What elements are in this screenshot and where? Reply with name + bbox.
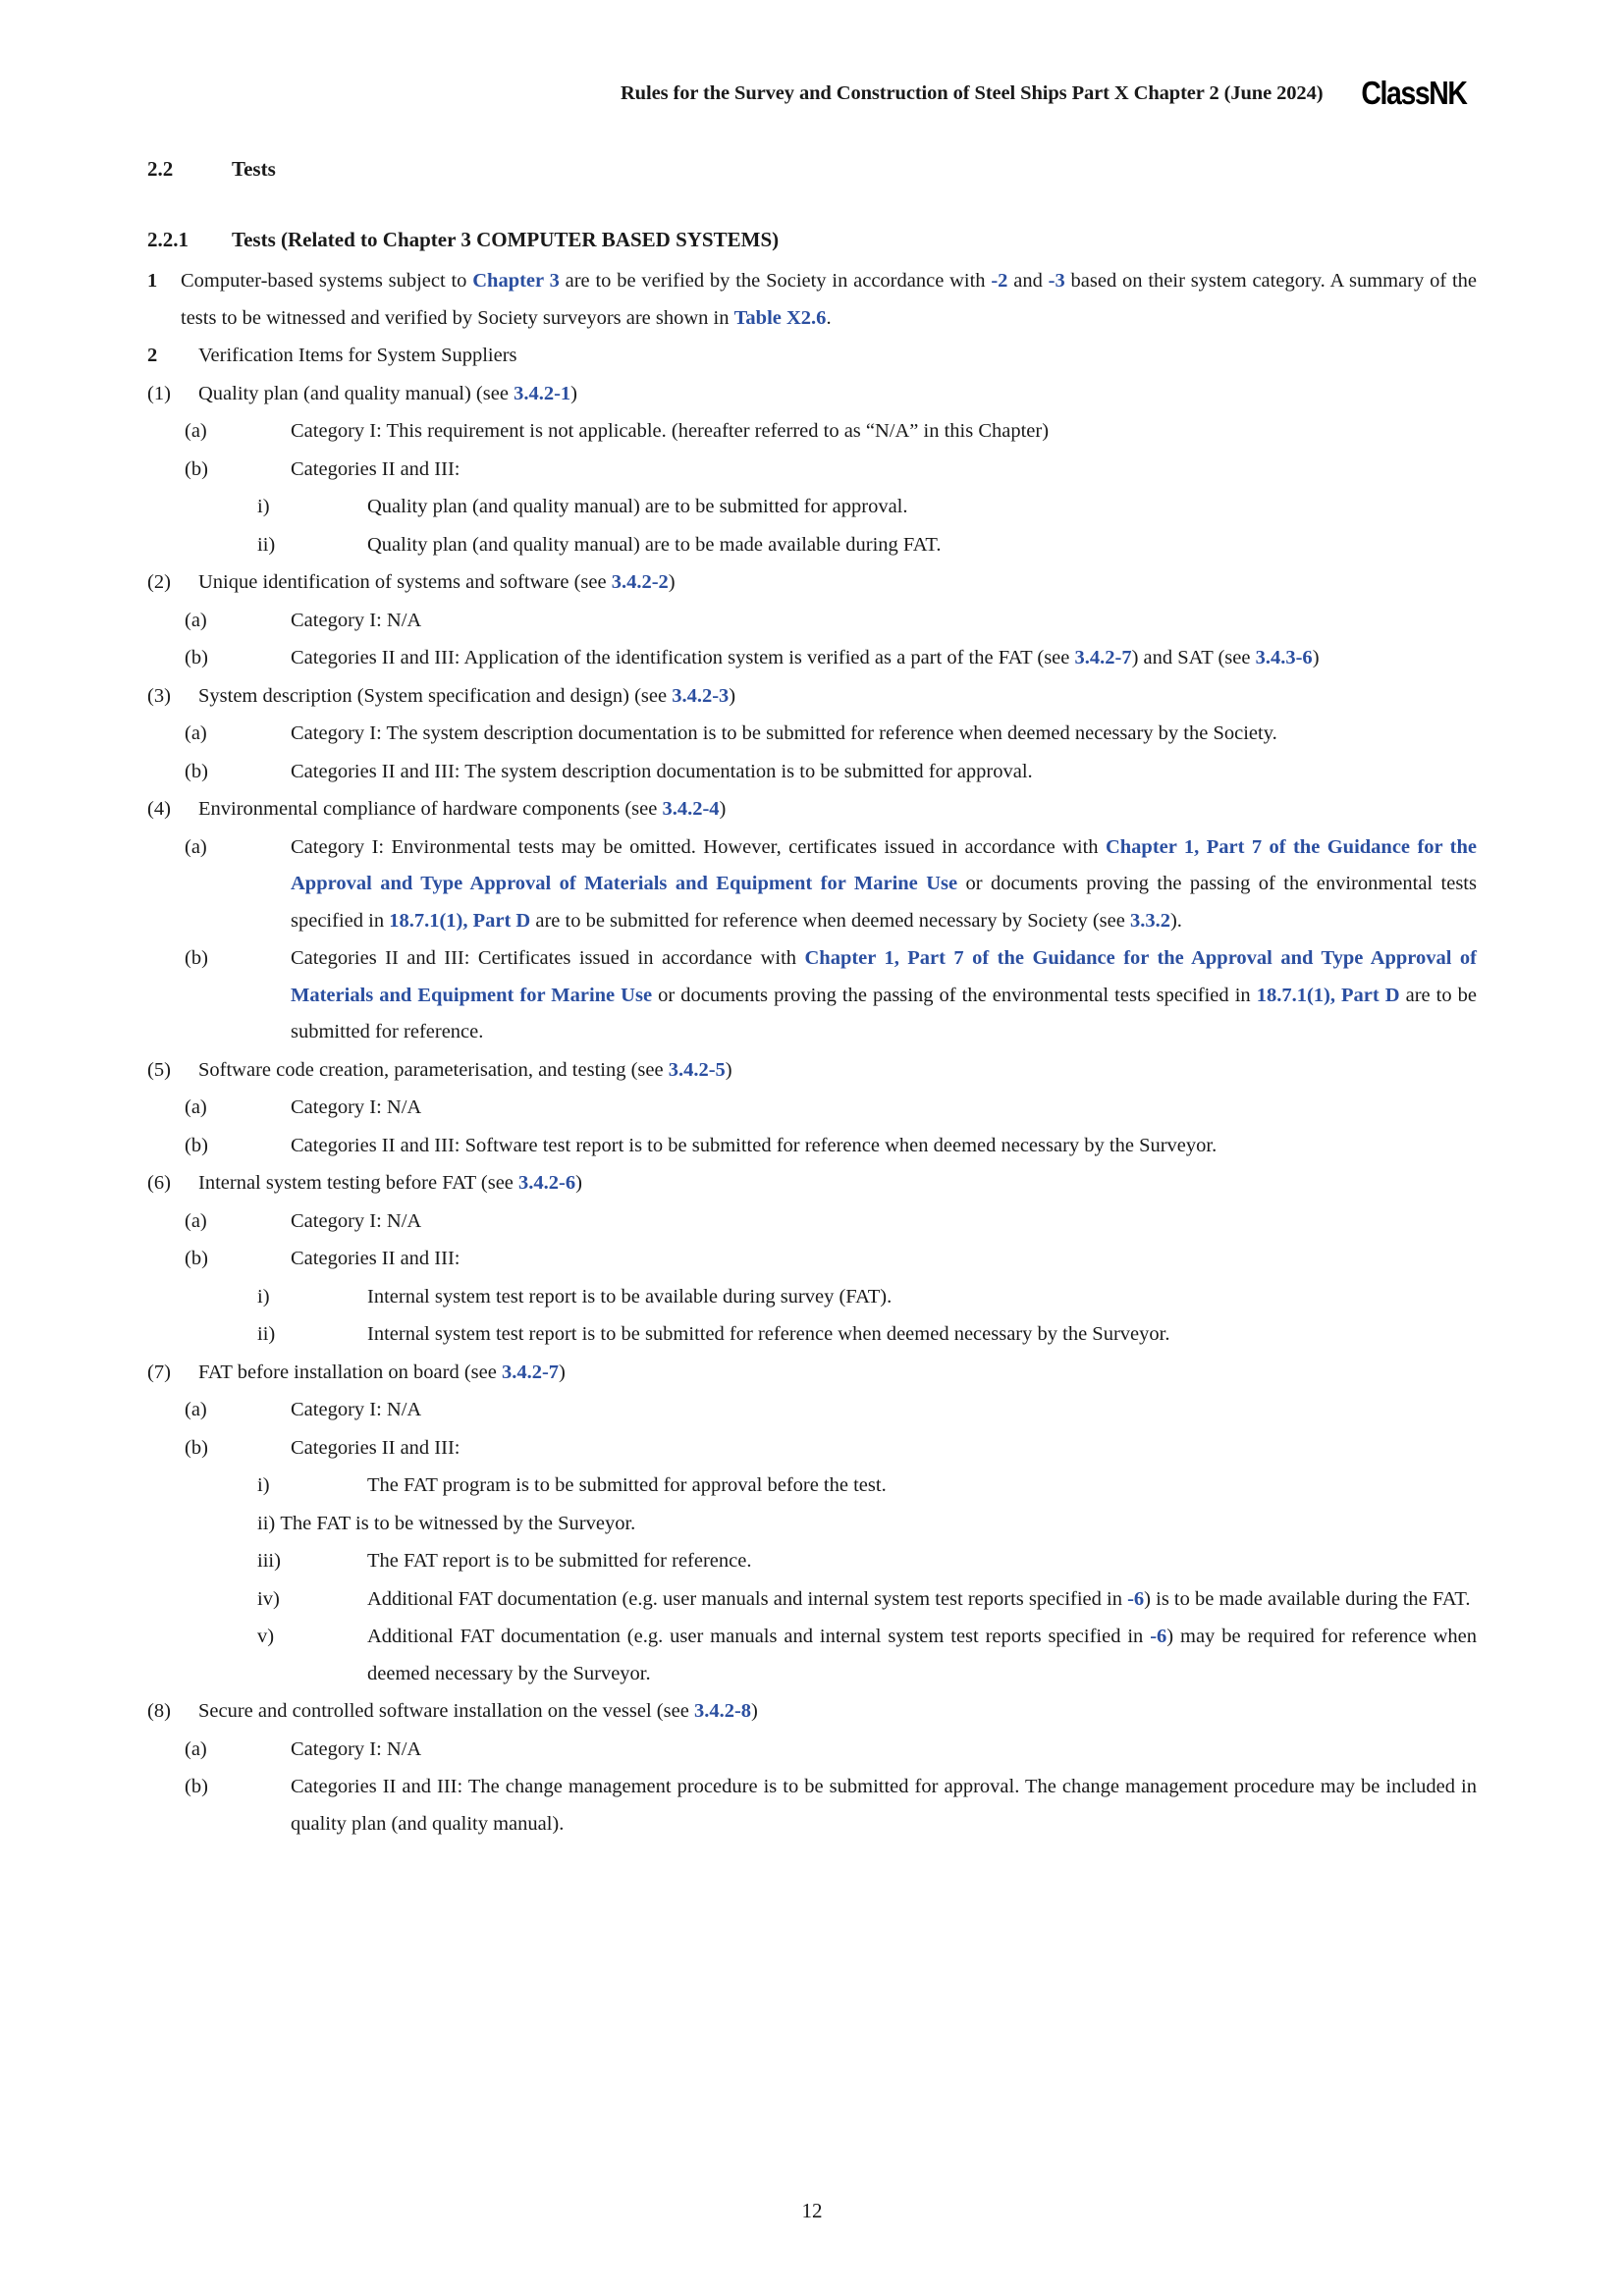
list-marker: (a) — [185, 1209, 207, 1232]
ref-3-4-2-4[interactable]: 3.4.2-4 — [662, 798, 720, 820]
list-item-body: Category I: This requirement is not applicable. (hereafter referred to as “N/A” in this Chapter) — [291, 420, 1050, 442]
list-item-body: Secure and controlled software installation on the vessel (see 3.4.2-8) — [198, 1700, 758, 1722]
list-item-5a — [185, 1090, 1477, 1127]
list-item-body: The FAT program is to be submitted for approval before the test. — [367, 1474, 887, 1496]
list-marker: (b) — [185, 760, 208, 782]
list-item-body: Quality plan (and quality manual) are to be made available during FAT. — [367, 533, 942, 556]
ref-3-4-2-8[interactable]: 3.4.2-8 — [693, 1700, 752, 1722]
list-item-body: Internal system test report is to be submitted for reference when deemed necessary by the Surveyor. — [367, 1323, 1170, 1345]
list-marker: (a) — [185, 722, 207, 744]
list-marker: (b) — [185, 647, 208, 668]
ref-3-4-2-3[interactable]: 3.4.2-3 — [672, 684, 730, 707]
list-item-body: Software code creation, parameterisation, and testing (see 3.4.2-5) — [198, 1058, 732, 1081]
list-marker: (7) — [147, 1361, 171, 1383]
list-item-body: The FAT report is to be submitted for reference. — [367, 1550, 752, 1572]
list-item-1b — [185, 452, 1477, 489]
list-item-body: System description (System specification and design) (see 3.4.2-3) — [198, 684, 736, 707]
list-marker: (b) — [185, 457, 208, 480]
section-number: 2.2 — [147, 157, 174, 181]
ref-minus-6[interactable]: -6 — [1150, 1626, 1167, 1647]
list-item-6 — [147, 1165, 1477, 1202]
classnk-logo: ClassNK — [1361, 75, 1467, 111]
list-item-body: Categories II and III: — [291, 1248, 460, 1269]
list-marker: iv) — [257, 1587, 280, 1610]
list-item-2b — [185, 640, 1477, 677]
list-marker: v) — [257, 1626, 275, 1647]
list-item-body: Additional FAT documentation (e.g. user manuals and internal system test reports specified in -6) is to be made available during the FAT. — [367, 1587, 1471, 1610]
list-item-body: Category I: N/A — [291, 1209, 422, 1232]
list-marker: (b) — [185, 1776, 208, 1797]
list-marker: (a) — [185, 1399, 207, 1420]
list-item-body: Category I: N/A — [291, 609, 422, 631]
list-marker: iii) — [257, 1550, 281, 1572]
list-item-body: The FAT is to be witnessed by the Surveyor. — [280, 1512, 636, 1534]
list-marker: (8) — [147, 1700, 171, 1722]
list-item-7b-iii — [257, 1543, 1477, 1580]
ref-3-4-2-6[interactable]: 3.4.2-6 — [518, 1172, 576, 1194]
list-item-7b-i — [257, 1468, 1477, 1505]
list-item-7b-iv — [257, 1581, 1477, 1619]
paragraph-2 — [147, 338, 1477, 375]
list-item-body: FAT before installation on board (see 3.4.2-7) — [198, 1361, 566, 1383]
list-marker: i) — [257, 1285, 270, 1308]
ref-3-4-2-2[interactable]: 3.4.2-2 — [611, 571, 669, 593]
list-marker: (a) — [185, 1737, 207, 1760]
section-title: Tests — [232, 157, 276, 181]
list-item-4a — [185, 829, 1477, 940]
list-item-body: Categories II and III: — [291, 1436, 460, 1459]
list-item-3 — [147, 678, 1477, 716]
list-item-body: Quality plan (and quality manual) are to be submitted for approval. — [367, 496, 908, 517]
ref-minus-2[interactable]: -2 — [991, 270, 1008, 292]
list-item-8a — [185, 1732, 1477, 1769]
ref-chapter-3[interactable]: Chapter 3 — [472, 270, 560, 292]
paragraph-marker: 2 — [147, 345, 158, 366]
list-item-body: Categories II and III: The system description documentation is to be submitted for approval. — [291, 760, 1033, 782]
list-item-7b — [185, 1430, 1477, 1468]
paragraph-marker: 1 — [147, 270, 158, 292]
list-marker: (a) — [185, 420, 207, 442]
list-item-2a — [185, 603, 1477, 640]
list-item-6a — [185, 1203, 1477, 1241]
ref-3-4-2-7[interactable]: 3.4.2-7 — [1074, 647, 1132, 668]
list-item-body: Categories II and III: — [291, 457, 460, 480]
list-marker: (b) — [185, 1248, 208, 1269]
subsection-title: Tests (Related to Chapter 3 COMPUTER BASED SYSTEMS) — [232, 228, 780, 251]
list-item-6b — [185, 1241, 1477, 1278]
ref-table-x2-6[interactable]: Table X2.6 — [733, 306, 827, 329]
ref-3-3-2[interactable]: 3.3.2 — [1129, 909, 1170, 932]
ref-3-4-2-5[interactable]: 3.4.2-5 — [668, 1058, 726, 1081]
list-item-6b-ii — [257, 1316, 1477, 1354]
ref-minus-3[interactable]: -3 — [1048, 270, 1065, 292]
list-item-7 — [147, 1355, 1477, 1392]
list-item-body: Internal system testing before FAT (see 3.4.2-6) — [198, 1172, 582, 1194]
list-marker: (b) — [185, 1134, 208, 1156]
list-item-3a — [185, 716, 1477, 753]
list-item-body: Categories II and III: Application of the identification system is verified as a part of the FAT (see 3.4.2-7) and SAT (see 3.4.3-6) — [291, 647, 1320, 668]
list-item-1b-i — [257, 489, 1477, 526]
list-marker: (1) — [147, 382, 171, 404]
list-item-1b-ii — [257, 527, 1477, 564]
list-marker: ii) — [257, 1512, 276, 1534]
list-marker: ii) — [257, 533, 276, 556]
list-item-7b-v — [257, 1619, 1477, 1692]
list-item-body: Category I: N/A — [291, 1399, 422, 1420]
list-item-body: Categories II and III: Certificates issued in accordance with Chapter 1, Part 7 of the Guidance for the Approval and Type Approval of Materials and Equipment for Marine Use or documents proving the passing of the environmental tests specified in 18.7.1(1), Part D are to be submitted for reference. — [291, 947, 1478, 1042]
paragraph-body: Verification Items for System Suppliers — [198, 345, 517, 366]
list-item-7a — [185, 1392, 1477, 1429]
list-marker: (b) — [185, 947, 208, 969]
list-marker: (a) — [185, 609, 207, 631]
ref-18-7-1-1-part-d[interactable]: 18.7.1(1), Part D — [389, 909, 531, 932]
list-item-body: Unique identification of systems and software (see 3.4.2-2) — [198, 571, 676, 593]
list-item-body: Internal system test report is to be available during survey (FAT). — [367, 1285, 893, 1308]
list-item-4 — [147, 791, 1477, 828]
ref-3-4-3-6[interactable]: 3.4.3-6 — [1255, 647, 1313, 668]
list-item-body: Categories II and III: Software test report is to be submitted for reference when deemed necessary by the Surveyor. — [291, 1134, 1218, 1156]
list-marker: (4) — [147, 798, 171, 820]
list-marker: (5) — [147, 1058, 171, 1081]
list-item-body: Category I: N/A — [291, 1737, 422, 1760]
list-item-2 — [147, 564, 1477, 602]
list-marker: (6) — [147, 1172, 171, 1194]
list-item-4b — [185, 940, 1477, 1051]
ref-3-4-2-7[interactable]: 3.4.2-7 — [501, 1361, 560, 1383]
list-marker: (b) — [185, 1436, 208, 1459]
list-marker: (2) — [147, 571, 171, 593]
list-item-body: Environmental compliance of hardware components (see 3.4.2-4) — [198, 798, 727, 820]
list-item-7b-ii — [257, 1506, 1477, 1543]
list-item-5b — [185, 1128, 1477, 1165]
list-item-body: Category I: The system description documentation is to be submitted for reference when deemed necessary by the Society. — [291, 722, 1277, 744]
ref-minus-6[interactable]: -6 — [1127, 1587, 1145, 1610]
subsection-heading — [147, 228, 1477, 252]
list-item-body: Additional FAT documentation (e.g. user manuals and internal system test reports specified in -6) may be required for reference when deemed necessary by the Surveyor. — [367, 1626, 1477, 1684]
list-item-body: Category I: Environmental tests may be omitted. However, certificates issued in accordance with Chapter 1, Part 7 of the Guidance for the Approval and Type Approval of Materials and Equipment for Marine Use or documents proving the passing of the environmental tests specified in 18.7.1(1), Part D are to be submitted for reference when deemed necessary by Society (see 3.3.2). — [291, 835, 1477, 932]
list-item-8 — [147, 1693, 1477, 1731]
list-marker: (a) — [185, 835, 207, 858]
list-item-body: Category I: N/A — [291, 1096, 422, 1118]
list-item-3b — [185, 754, 1477, 791]
page-number: 12 — [801, 2199, 823, 2222]
ref-guidance-chapter-1-part-7[interactable]: Chapter 1, Part 7 of the Guidance for the Approval and Type Approval of Materials and Equipment for Marine Use — [291, 947, 1478, 1006]
ref-18-7-1-1-part-d[interactable]: 18.7.1(1), Part D — [1256, 984, 1400, 1006]
paragraph-1 — [130, 263, 1477, 337]
ref-guidance-chapter-1-part-7[interactable]: Chapter 1, Part 7 of the Guidance for the Approval and Type Approval of Materials and Equipment for Marine Use — [291, 835, 1477, 894]
list-item-6b-i — [257, 1279, 1477, 1316]
list-item-body: Categories II and III: The change management procedure is to be submitted for approval. The change management procedure may be included in quality plan (and quality manual). — [291, 1776, 1477, 1835]
section-heading — [147, 157, 1477, 182]
list-marker: i) — [257, 1474, 270, 1496]
header-title: Rules for the Survey and Construction of Steel Ships Part X Chapter 2 (June 2024) — [620, 81, 1324, 104]
list-item-8b — [185, 1769, 1477, 1842]
list-marker: ii) — [257, 1323, 276, 1345]
paragraph-body: Computer-based systems subject to Chapter 3 are to be verified by the Society in accordance with -2 and -3 based on their system category. A summary of the tests to be witnessed and verified by Society surveyors are shown in Table X2.6. — [181, 270, 1477, 329]
list-item-5 — [147, 1052, 1477, 1090]
list-marker: i) — [257, 496, 270, 517]
ref-3-4-2-1[interactable]: 3.4.2-1 — [514, 382, 571, 404]
subsection-number: 2.2.1 — [147, 228, 189, 251]
list-item-1 — [147, 376, 1477, 413]
list-marker: (3) — [147, 684, 171, 707]
list-item-1a — [185, 413, 1477, 451]
list-item-body: Quality plan (and quality manual) (see 3.4.2-1) — [198, 382, 577, 404]
list-marker: (a) — [185, 1096, 207, 1118]
document-header — [147, 71, 1467, 116]
